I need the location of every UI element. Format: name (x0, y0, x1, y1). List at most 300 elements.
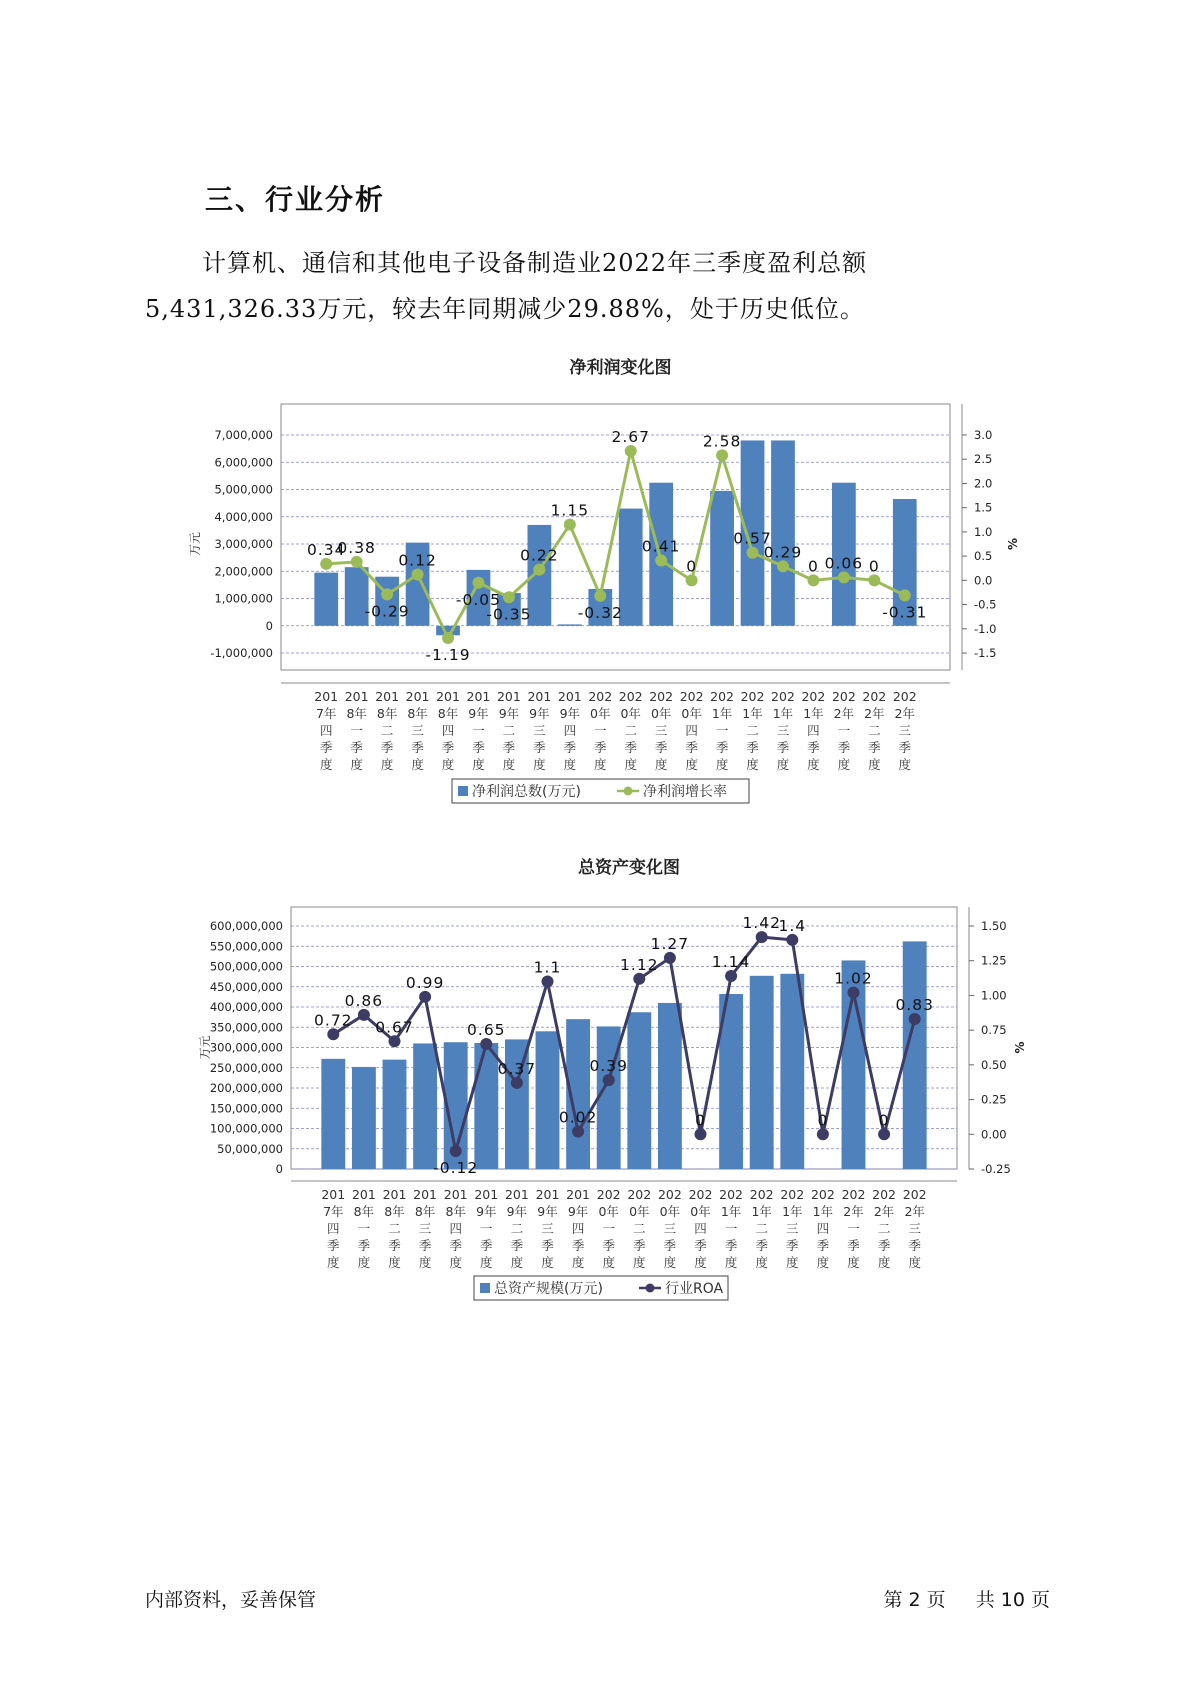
x-tick-label: 202 (688, 1187, 713, 1202)
data-label: 0.12 (398, 551, 437, 570)
bar (658, 1003, 682, 1169)
x-tick-label: 四 (449, 1221, 462, 1236)
bar (321, 1059, 345, 1169)
legend-line-label: 行业ROA (665, 1281, 724, 1297)
x-tick-label: 季 (563, 740, 577, 755)
x-tick-label: 8年 (346, 706, 367, 721)
data-label: 0.22 (520, 546, 559, 565)
x-tick-label: 度 (449, 1255, 462, 1270)
data-label: 1.42 (742, 914, 781, 933)
x-tick-label: 二 (380, 723, 394, 738)
x-tick-label: 9年 (529, 706, 550, 721)
y-right-tick-label: 1.00 (981, 988, 1007, 1003)
x-tick-label: 2年 (833, 706, 855, 721)
x-tick-label: 201 (443, 1187, 468, 1202)
x-tick-label: 度 (908, 1255, 921, 1270)
y-left-tick-label: 1,000,000 (214, 591, 273, 606)
x-tick-label: 0年 (650, 706, 672, 721)
x-tick-label: 一 (357, 1221, 371, 1236)
line-point (442, 632, 454, 644)
x-tick-label: 四 (816, 1221, 830, 1236)
chart-title: 总资产变化图 (578, 858, 680, 878)
x-tick-label: 8年 (407, 706, 428, 721)
x-tick-label: 四 (685, 723, 698, 738)
x-tick-label: 季 (746, 740, 759, 755)
x-tick-label: 0年 (690, 1204, 711, 1219)
y-left-tick-label: 6,000,000 (214, 455, 273, 470)
x-tick-label: 季 (571, 1238, 585, 1253)
data-label: 0.06 (824, 554, 864, 573)
x-tick-label: 9年 (567, 1204, 589, 1219)
y-right-tick-label: 2.0 (974, 476, 993, 491)
y-left-tick-label: 500,000,000 (209, 959, 283, 974)
y-right-tick-label: 1.0 (974, 524, 993, 539)
x-tick-label: 201 (474, 1187, 499, 1202)
x-tick-label: 三 (786, 1221, 799, 1236)
x-tick-label: 一 (350, 723, 363, 738)
x-tick-label: 度 (594, 757, 607, 772)
x-tick-label: 度 (776, 757, 790, 772)
data-label: 0.83 (895, 996, 934, 1015)
x-tick-label: 202 (801, 689, 826, 704)
x-tick-label: 2年 (843, 1204, 864, 1219)
x-tick-label: 202 (719, 1187, 744, 1202)
x-tick-label: 三 (541, 1221, 554, 1236)
x-tick-label: 202 (810, 1187, 835, 1202)
y-right-axis-title: % (1013, 1041, 1027, 1054)
data-label: -0.35 (486, 605, 532, 624)
x-tick-label: 8年 (437, 706, 459, 721)
x-tick-label: 9年 (506, 1204, 528, 1219)
bar (413, 1043, 437, 1169)
data-label: 0 (807, 557, 819, 576)
x-tick-label: 201 (382, 1187, 407, 1202)
x-tick-label: 202 (872, 1187, 897, 1202)
x-tick-label: 202 (740, 689, 765, 704)
x-tick-label: 季 (694, 1238, 707, 1253)
x-tick-label: 季 (380, 740, 394, 755)
bar (627, 1012, 651, 1169)
bar (474, 1043, 498, 1169)
x-tick-label: 度 (837, 757, 851, 772)
x-tick-label: 度 (816, 1255, 830, 1270)
chart-title: 净利润变化图 (569, 358, 672, 378)
x-tick-label: 202 (771, 689, 795, 704)
line-point (572, 1126, 584, 1138)
line-point (564, 519, 576, 531)
summary-line-1: 计算机、通信和其他电子设备制造业2022年三季度盈利总额 (202, 249, 868, 277)
x-tick-label: 9年 (468, 706, 489, 721)
legend-bar-swatch (458, 786, 468, 796)
y-right-axis-title: % (1006, 537, 1020, 551)
x-tick-label: 度 (380, 757, 394, 772)
x-tick-label: 度 (510, 1255, 524, 1270)
x-tick-label: 季 (724, 1238, 738, 1253)
summary-line-2: 5,431,326.33万元，较去年同期减少29.88%，处于历史低位。 (145, 295, 865, 323)
x-tick-label: 四 (319, 723, 333, 738)
data-label: 0.57 (733, 529, 772, 548)
x-tick-label: 0年 (590, 706, 611, 721)
x-tick-label: 季 (624, 740, 637, 755)
x-tick-label: 度 (633, 1255, 646, 1270)
x-tick-label: 季 (908, 1238, 921, 1253)
total-assets-chart (0, 850, 1191, 1320)
line-point (664, 952, 676, 964)
x-tick-label: 三 (663, 1221, 677, 1236)
x-tick-label: 季 (594, 740, 607, 755)
data-label: 0.39 (589, 1057, 628, 1076)
y-left-tick-label: 150,000,000 (209, 1101, 283, 1116)
x-tick-label: 季 (541, 1238, 554, 1253)
x-tick-label: 201 (413, 1187, 438, 1202)
x-tick-label: 一 (480, 1221, 493, 1236)
x-tick-label: 四 (441, 723, 455, 738)
x-tick-label: 季 (502, 740, 516, 755)
x-tick-label: 四 (563, 723, 577, 738)
data-label: 0.34 (306, 540, 346, 559)
total-assets-chart-svg (0, 850, 1191, 1320)
data-label: 0.86 (344, 991, 384, 1010)
x-tick-label: 1年 (772, 706, 794, 721)
line-point (756, 931, 768, 943)
x-tick-label: 度 (654, 757, 668, 772)
x-tick-label: 2年 (864, 706, 885, 721)
x-tick-label: 三 (411, 723, 424, 738)
x-tick-label: 季 (533, 740, 546, 755)
x-tick-label: 0年 (620, 706, 641, 721)
y-right-tick-label: 1.25 (981, 953, 1007, 968)
data-label: 0.72 (314, 1011, 353, 1030)
line-point (747, 547, 759, 559)
y-left-tick-label: 550,000,000 (209, 939, 283, 954)
line-point (419, 991, 431, 1003)
y-right-tick-label: -1.5 (974, 646, 997, 660)
x-tick-label: 201 (405, 689, 430, 704)
y-left-tick-label: 50,000,000 (217, 1141, 283, 1156)
x-tick-label: 三 (418, 1221, 432, 1236)
summary-paragraph (145, 240, 945, 332)
y-left-tick-label: 350,000,000 (209, 1020, 283, 1035)
line-point (838, 571, 850, 583)
x-tick-label: 三 (533, 723, 546, 738)
x-tick-label: 度 (418, 1255, 432, 1270)
line-point (320, 558, 332, 570)
x-tick-label: 1年 (720, 1204, 742, 1219)
line-point (358, 1009, 370, 1021)
data-label: 0.65 (467, 1021, 506, 1040)
x-tick-label: 度 (480, 1255, 493, 1270)
line-point (327, 1028, 339, 1040)
x-tick-label: 季 (602, 1238, 615, 1253)
confidential-note: 内部资料，妥善保管 (145, 1589, 317, 1611)
y-left-tick-label: 600,000,000 (209, 919, 283, 933)
x-tick-label: 度 (663, 1255, 677, 1270)
x-tick-label: 202 (627, 1187, 652, 1202)
x-tick-label: 度 (898, 757, 912, 772)
x-tick-label: 202 (780, 1187, 805, 1202)
x-tick-label: 度 (541, 1255, 554, 1270)
data-label: -0.12 (433, 1158, 479, 1177)
y-right-tick-label: -0.5 (974, 597, 997, 612)
x-tick-label: 季 (816, 1238, 830, 1253)
x-tick-label: 二 (510, 1221, 524, 1236)
y-left-tick-label: 100,000,000 (209, 1121, 283, 1136)
x-tick-label: 度 (602, 1255, 615, 1270)
x-tick-label: 一 (847, 1221, 860, 1236)
x-tick-label: 8年 (353, 1204, 375, 1219)
x-tick-label: 度 (319, 757, 333, 772)
data-label: 0 (817, 1111, 829, 1130)
y-right-tick-label: -0.25 (981, 1162, 1011, 1176)
y-left-tick-label: 200,000,000 (209, 1081, 283, 1095)
x-tick-label: 一 (602, 1221, 615, 1236)
bar (750, 976, 774, 1169)
net-profit-chart (0, 350, 1191, 820)
x-tick-label: 季 (480, 1238, 493, 1253)
x-tick-label: 四 (327, 1221, 340, 1236)
bar (771, 440, 795, 625)
x-tick-label: 202 (841, 1187, 866, 1202)
data-label: 0 (695, 1111, 706, 1130)
data-label: 2.67 (611, 427, 650, 446)
x-tick-label: 季 (685, 740, 698, 755)
x-tick-label: 8年 (414, 1204, 436, 1219)
y-right-tick-label: 0.00 (981, 1127, 1007, 1142)
line-point (389, 1035, 401, 1047)
x-tick-label: 201 (466, 689, 491, 704)
x-tick-label: 季 (510, 1238, 524, 1253)
page-number (880, 1585, 1053, 1612)
line-point (686, 574, 698, 586)
x-tick-label: 二 (633, 1221, 646, 1236)
x-tick-label: 二 (755, 1221, 768, 1236)
x-tick-label: 度 (786, 1255, 799, 1270)
line-point (899, 589, 911, 601)
x-tick-label: 202 (892, 689, 917, 704)
x-tick-label: 度 (724, 1255, 738, 1270)
x-tick-label: 201 (527, 689, 552, 704)
x-tick-label: 季 (449, 1238, 462, 1253)
data-label: 1.02 (834, 969, 873, 988)
line-point (716, 449, 728, 461)
x-tick-label: 201 (436, 689, 460, 704)
total-num: 10 (1000, 1589, 1025, 1611)
x-tick-label: 季 (847, 1238, 860, 1253)
x-tick-label: 1年 (812, 1204, 834, 1219)
x-tick-label: 202 (679, 689, 704, 704)
legend-bar-label: 净利润总数(万元) (472, 784, 581, 800)
x-tick-label: 季 (327, 1238, 340, 1253)
x-tick-label: 202 (710, 689, 735, 704)
x-tick-label: 季 (633, 1238, 646, 1253)
x-tick-label: 一 (594, 723, 607, 738)
x-tick-label: 202 (749, 1187, 774, 1202)
y-right-tick-label: 0.0 (974, 573, 993, 588)
x-tick-label: 四 (571, 1221, 585, 1236)
line-point (633, 973, 645, 985)
y-left-tick-label: 4,000,000 (214, 509, 273, 524)
y-right-tick-label: 0.5 (974, 549, 993, 564)
x-tick-label: 202 (902, 1187, 927, 1202)
x-tick-label: 季 (837, 740, 851, 755)
data-label: 1.27 (650, 934, 690, 953)
line-point (351, 556, 363, 568)
bar (780, 974, 804, 1169)
x-tick-label: 度 (746, 757, 759, 772)
x-tick-label: 1年 (803, 706, 824, 721)
bar (314, 573, 338, 626)
x-tick-label: 季 (786, 1238, 799, 1253)
x-tick-label: 季 (411, 740, 424, 755)
x-tick-label: 8年 (384, 1204, 405, 1219)
data-label: 1.1 (533, 958, 562, 977)
data-label: -1.19 (425, 645, 471, 664)
data-label: -0.31 (882, 603, 928, 622)
x-tick-label: 度 (472, 757, 485, 772)
x-tick-label: 季 (877, 1238, 891, 1253)
x-tick-label: 9年 (537, 1204, 558, 1219)
x-tick-label: 0年 (681, 706, 702, 721)
line-point (878, 1128, 890, 1140)
page-prefix: 第 (883, 1589, 903, 1611)
data-label: 0.02 (558, 1108, 598, 1127)
line-point (655, 554, 667, 566)
y-left-tick-label: 0 (275, 1162, 283, 1176)
x-tick-label: 201 (504, 1187, 529, 1202)
x-tick-label: 度 (715, 757, 729, 772)
x-tick-label: 度 (563, 757, 577, 772)
legend-line-marker (624, 787, 633, 796)
x-tick-label: 二 (877, 1221, 891, 1236)
x-tick-label: 201 (344, 689, 369, 704)
data-label: 1.14 (711, 952, 751, 971)
x-tick-label: 202 (588, 689, 613, 704)
x-tick-label: 度 (502, 757, 516, 772)
x-tick-label: 二 (746, 723, 759, 738)
line-point (786, 934, 798, 946)
line-point (533, 564, 545, 576)
line-point (511, 1077, 523, 1089)
line-point (542, 976, 554, 988)
x-tick-label: 度 (807, 757, 820, 772)
line-point (472, 577, 484, 589)
x-tick-label: 202 (596, 1187, 621, 1202)
x-tick-label: 1年 (751, 1204, 772, 1219)
net-profit-chart-svg (0, 350, 1191, 820)
x-tick-label: 度 (533, 757, 546, 772)
x-tick-label: 季 (418, 1238, 432, 1253)
x-tick-label: 202 (649, 689, 674, 704)
y-left-axis-title: 万元 (198, 1035, 212, 1060)
x-tick-label: 季 (807, 740, 820, 755)
x-tick-label: 度 (685, 757, 698, 772)
x-tick-label: 四 (694, 1221, 707, 1236)
bar (383, 1060, 407, 1169)
y-left-tick-label: 0 (265, 618, 273, 633)
x-tick-label: 度 (350, 757, 363, 772)
bar (352, 1067, 376, 1169)
x-tick-label: 二 (388, 1221, 401, 1236)
x-tick-label: 度 (327, 1255, 340, 1270)
y-left-tick-label: 250,000,000 (209, 1060, 283, 1075)
x-tick-label: 202 (862, 689, 887, 704)
x-tick-label: 一 (715, 723, 729, 738)
line-point (603, 1074, 615, 1086)
data-label: 1.4 (778, 916, 807, 935)
x-tick-label: 三 (908, 1221, 921, 1236)
total-suffix: 页 (1030, 1589, 1050, 1611)
x-tick-label: 8年 (445, 1204, 466, 1219)
x-tick-label: 202 (657, 1187, 682, 1202)
x-tick-label: 度 (388, 1255, 401, 1270)
x-tick-label: 三 (654, 723, 668, 738)
x-tick-label: 季 (388, 1238, 401, 1253)
x-tick-label: 季 (654, 740, 668, 755)
x-tick-label: 201 (566, 1187, 591, 1202)
data-label: 0.37 (497, 1059, 537, 1078)
x-tick-label: 季 (472, 740, 485, 755)
x-tick-label: 季 (663, 1238, 677, 1253)
data-label: 1.12 (620, 955, 659, 974)
x-tick-label: 三 (898, 723, 912, 738)
x-tick-label: 度 (441, 757, 455, 772)
x-tick-label: 201 (557, 689, 582, 704)
x-tick-label: 二 (502, 723, 516, 738)
x-tick-label: 0年 (659, 1204, 681, 1219)
bar (710, 491, 734, 626)
line-point (594, 590, 606, 602)
data-label: 0.29 (763, 543, 803, 562)
x-tick-label: 季 (898, 740, 912, 755)
line-point (695, 1128, 707, 1140)
x-tick-label: 季 (868, 740, 881, 755)
x-tick-label: 季 (715, 740, 729, 755)
x-tick-label: 201 (351, 1187, 376, 1202)
legend-line-marker (646, 1284, 655, 1293)
x-tick-label: 201 (375, 689, 400, 704)
data-label: 0 (868, 557, 880, 576)
data-label: -0.32 (577, 603, 623, 622)
x-tick-label: 度 (624, 757, 637, 772)
bar (558, 624, 582, 625)
data-label: 0 (878, 1111, 890, 1130)
x-tick-label: 四 (807, 723, 820, 738)
y-right-tick-label: 1.5 (974, 500, 993, 515)
x-tick-label: 度 (868, 757, 881, 772)
line-point (725, 970, 737, 982)
x-tick-label: 1年 (711, 706, 733, 721)
x-tick-label: 201 (314, 689, 339, 704)
line-point (625, 445, 637, 457)
data-label: -0.29 (364, 602, 410, 621)
x-tick-label: 季 (776, 740, 790, 755)
line-point (450, 1145, 462, 1157)
x-tick-label: 1年 (782, 1204, 803, 1219)
y-left-tick-label: 300,000,000 (209, 1040, 283, 1055)
data-label: 0.41 (641, 537, 681, 556)
x-tick-label: 季 (755, 1238, 768, 1253)
y-left-tick-label: 400,000,000 (209, 1000, 283, 1014)
x-tick-label: 度 (877, 1255, 891, 1270)
line-point (909, 1013, 921, 1025)
total-prefix: 共 (975, 1589, 995, 1611)
legend-bar-label: 总资产规模(万元) (494, 1281, 603, 1297)
x-tick-label: 三 (776, 723, 790, 738)
line-point (807, 574, 819, 586)
data-label: 0 (686, 557, 698, 576)
y-left-tick-label: 7,000,000 (214, 428, 273, 442)
x-tick-label: 季 (319, 740, 333, 755)
